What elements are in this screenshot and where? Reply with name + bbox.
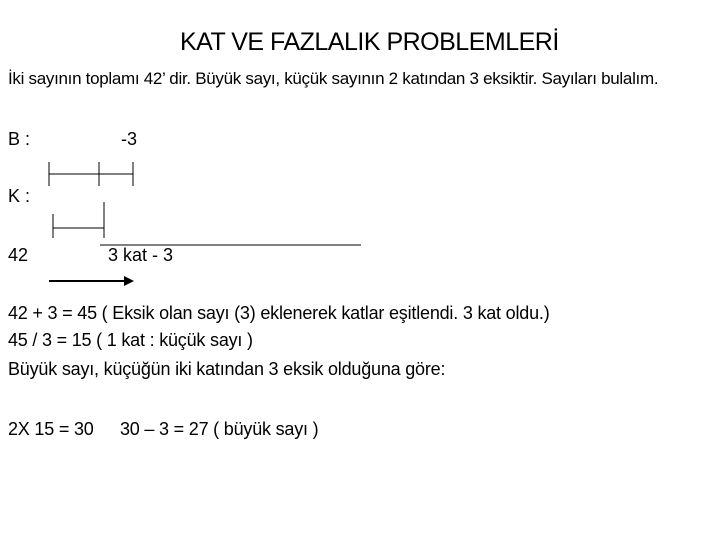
step-3: Büyük sayı, küçüğün iki katından 3 eksik olduğuna göre: [8,359,446,379]
step-2: 45 / 3 = 15 ( 1 kat : küçük sayı ) [8,330,253,350]
step-1: 42 + 3 = 45 ( Eksik olan sayı (3) eklenerek katlar eşitlendi. 3 kat oldu.) [8,303,550,323]
minus-three-label: -3 [121,129,138,149]
total-label: 42 [8,245,29,265]
small-number-label: K : [8,186,31,206]
parts-label: 3 kat - 3 [108,245,174,265]
big-number-label: B : [8,129,31,149]
problem-statement: İki sayının toplamı 42’ dir. Büyük sayı, küçük sayının 2 katından 3 eksiktir. Sayıları bulalım. [8,69,659,88]
final-calc-1: 2X 15 = 30 [8,419,94,439]
final-calc-2: 30 – 3 = 27 ( büyük sayı ) [120,419,319,439]
arrow-icon [49,276,134,286]
page-title: KAT VE FAZLALIK PROBLEMLERİ [180,28,559,56]
small-number-bar [53,202,104,238]
big-number-bar [49,162,133,186]
